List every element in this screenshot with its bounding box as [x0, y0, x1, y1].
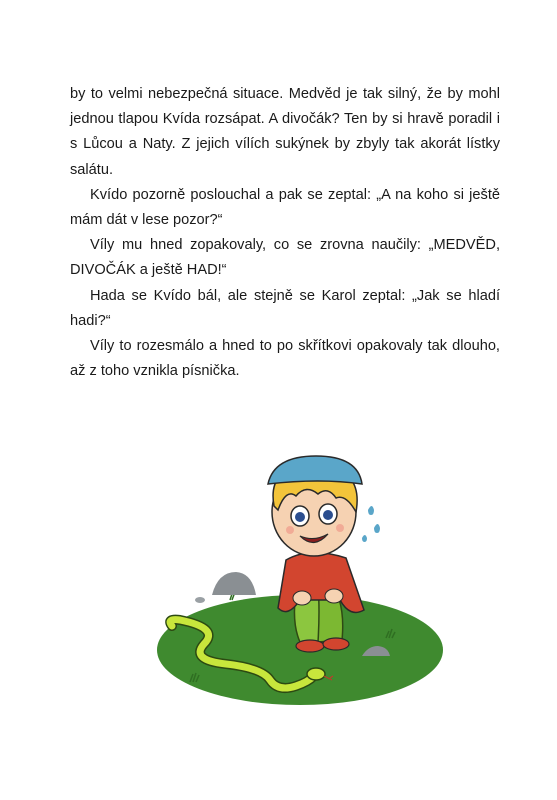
- paragraph-4: Hada se Kvído bál, ale stejně se Karol zeptal: „Jak se hladí hadi?“: [70, 287, 500, 329]
- rock-large: [212, 572, 256, 595]
- paragraph-5: Víly to rozesmálo a hned to po skřítkovi opakovaly tak dlouho, až z toho vznikla písnička.: [70, 338, 500, 380]
- snake-head: [307, 668, 325, 680]
- paragraph-1: by to velmi nebezpečná situace. Medvěd je tak silný, že by mohl jednou tlapou Kvída rozsápat. A divočák? Ten by si hravě poradil i s Lůcou a Naty. Z jejich vílích sukýnek by zbyly tak akorát lístky salátu.: [70, 86, 500, 178]
- story-text: [70, 82, 500, 384]
- story-illustration: [150, 450, 450, 710]
- paragraph-3: Víly mu hned zopakovaly, co se zrovna naučily: „MEDVĚD, DIVOČÁK a ještě HAD!“: [70, 237, 500, 279]
- paragraph-2: Kvído pozorně poslouchal a pak se zeptal: „A na koho si ještě mám dát v lese pozor?“: [70, 186, 500, 229]
- pebble: [195, 597, 205, 603]
- sweat-drops: [362, 506, 380, 542]
